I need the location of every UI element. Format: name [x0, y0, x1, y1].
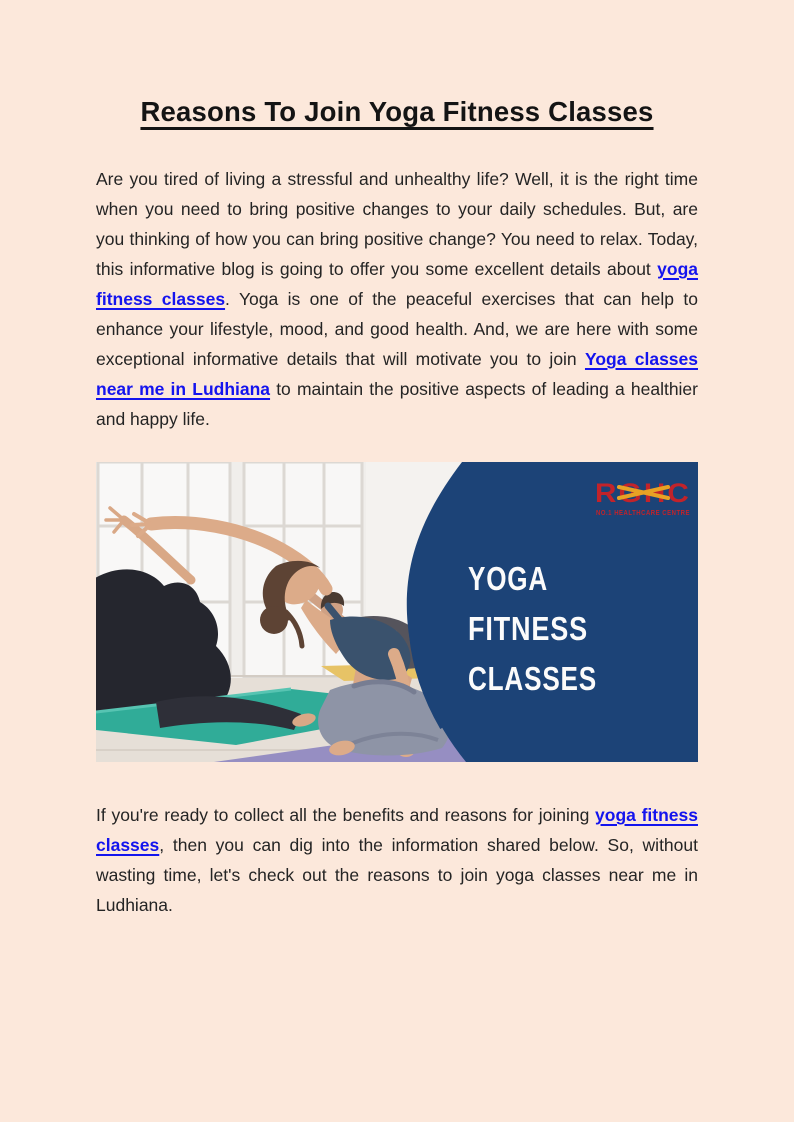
rghc-logo-tagline: NO.1 HEALTHCARE CENTRE [596, 510, 690, 517]
banner-headline-line-1: YOGA [468, 560, 548, 597]
outro-text-2: , then you can dig into the information shared below. So, without wasting time, let's check out the reasons to join yoga classes near me in Ludhiana. [96, 835, 698, 915]
outro-text-1: If you're ready to collect all the benefits and reasons for joining [96, 805, 596, 825]
rghc-logo-name: RGHC [595, 478, 691, 508]
banner-headline-line-2: FITNESS [468, 610, 588, 647]
yoga-banner-image [96, 462, 698, 762]
intro-text-1: Are you tired of living a stressful and unhealthy life? Well, it is the right time when you need to bring positive changes to your daily schedules. But, are you thinking of how you can bring positive change? You need to relax. Today, this informative blog is going to offer you some excellent details about [96, 169, 698, 279]
outro-paragraph [96, 800, 698, 920]
intro-text-3: to maintain the positive aspects of leading a healthier and happy life. [96, 379, 698, 429]
rghc-logo [595, 478, 691, 517]
banner-headline-line-3: CLASSES [468, 660, 597, 697]
link-yoga-fitness-classes[interactable]: yoga fitness classes [96, 259, 698, 309]
page-title: Reasons To Join Yoga Fitness Classes [140, 96, 654, 127]
intro-text-2: . Yoga is one of the peaceful exercises that can help to enhance your lifestyle, mood, and good health. And, we are here with some exceptional informative details that will motivate you to join [96, 289, 698, 369]
yoga-banner-illustration [96, 462, 698, 762]
page-content [0, 96, 794, 920]
intro-paragraph [96, 164, 698, 434]
link-yoga-classes-near-me-ludhiana[interactable]: Yoga classes near me in Ludhiana [96, 349, 698, 399]
link-yoga-fitness-classes-2[interactable]: yoga fitness classes [96, 805, 698, 855]
